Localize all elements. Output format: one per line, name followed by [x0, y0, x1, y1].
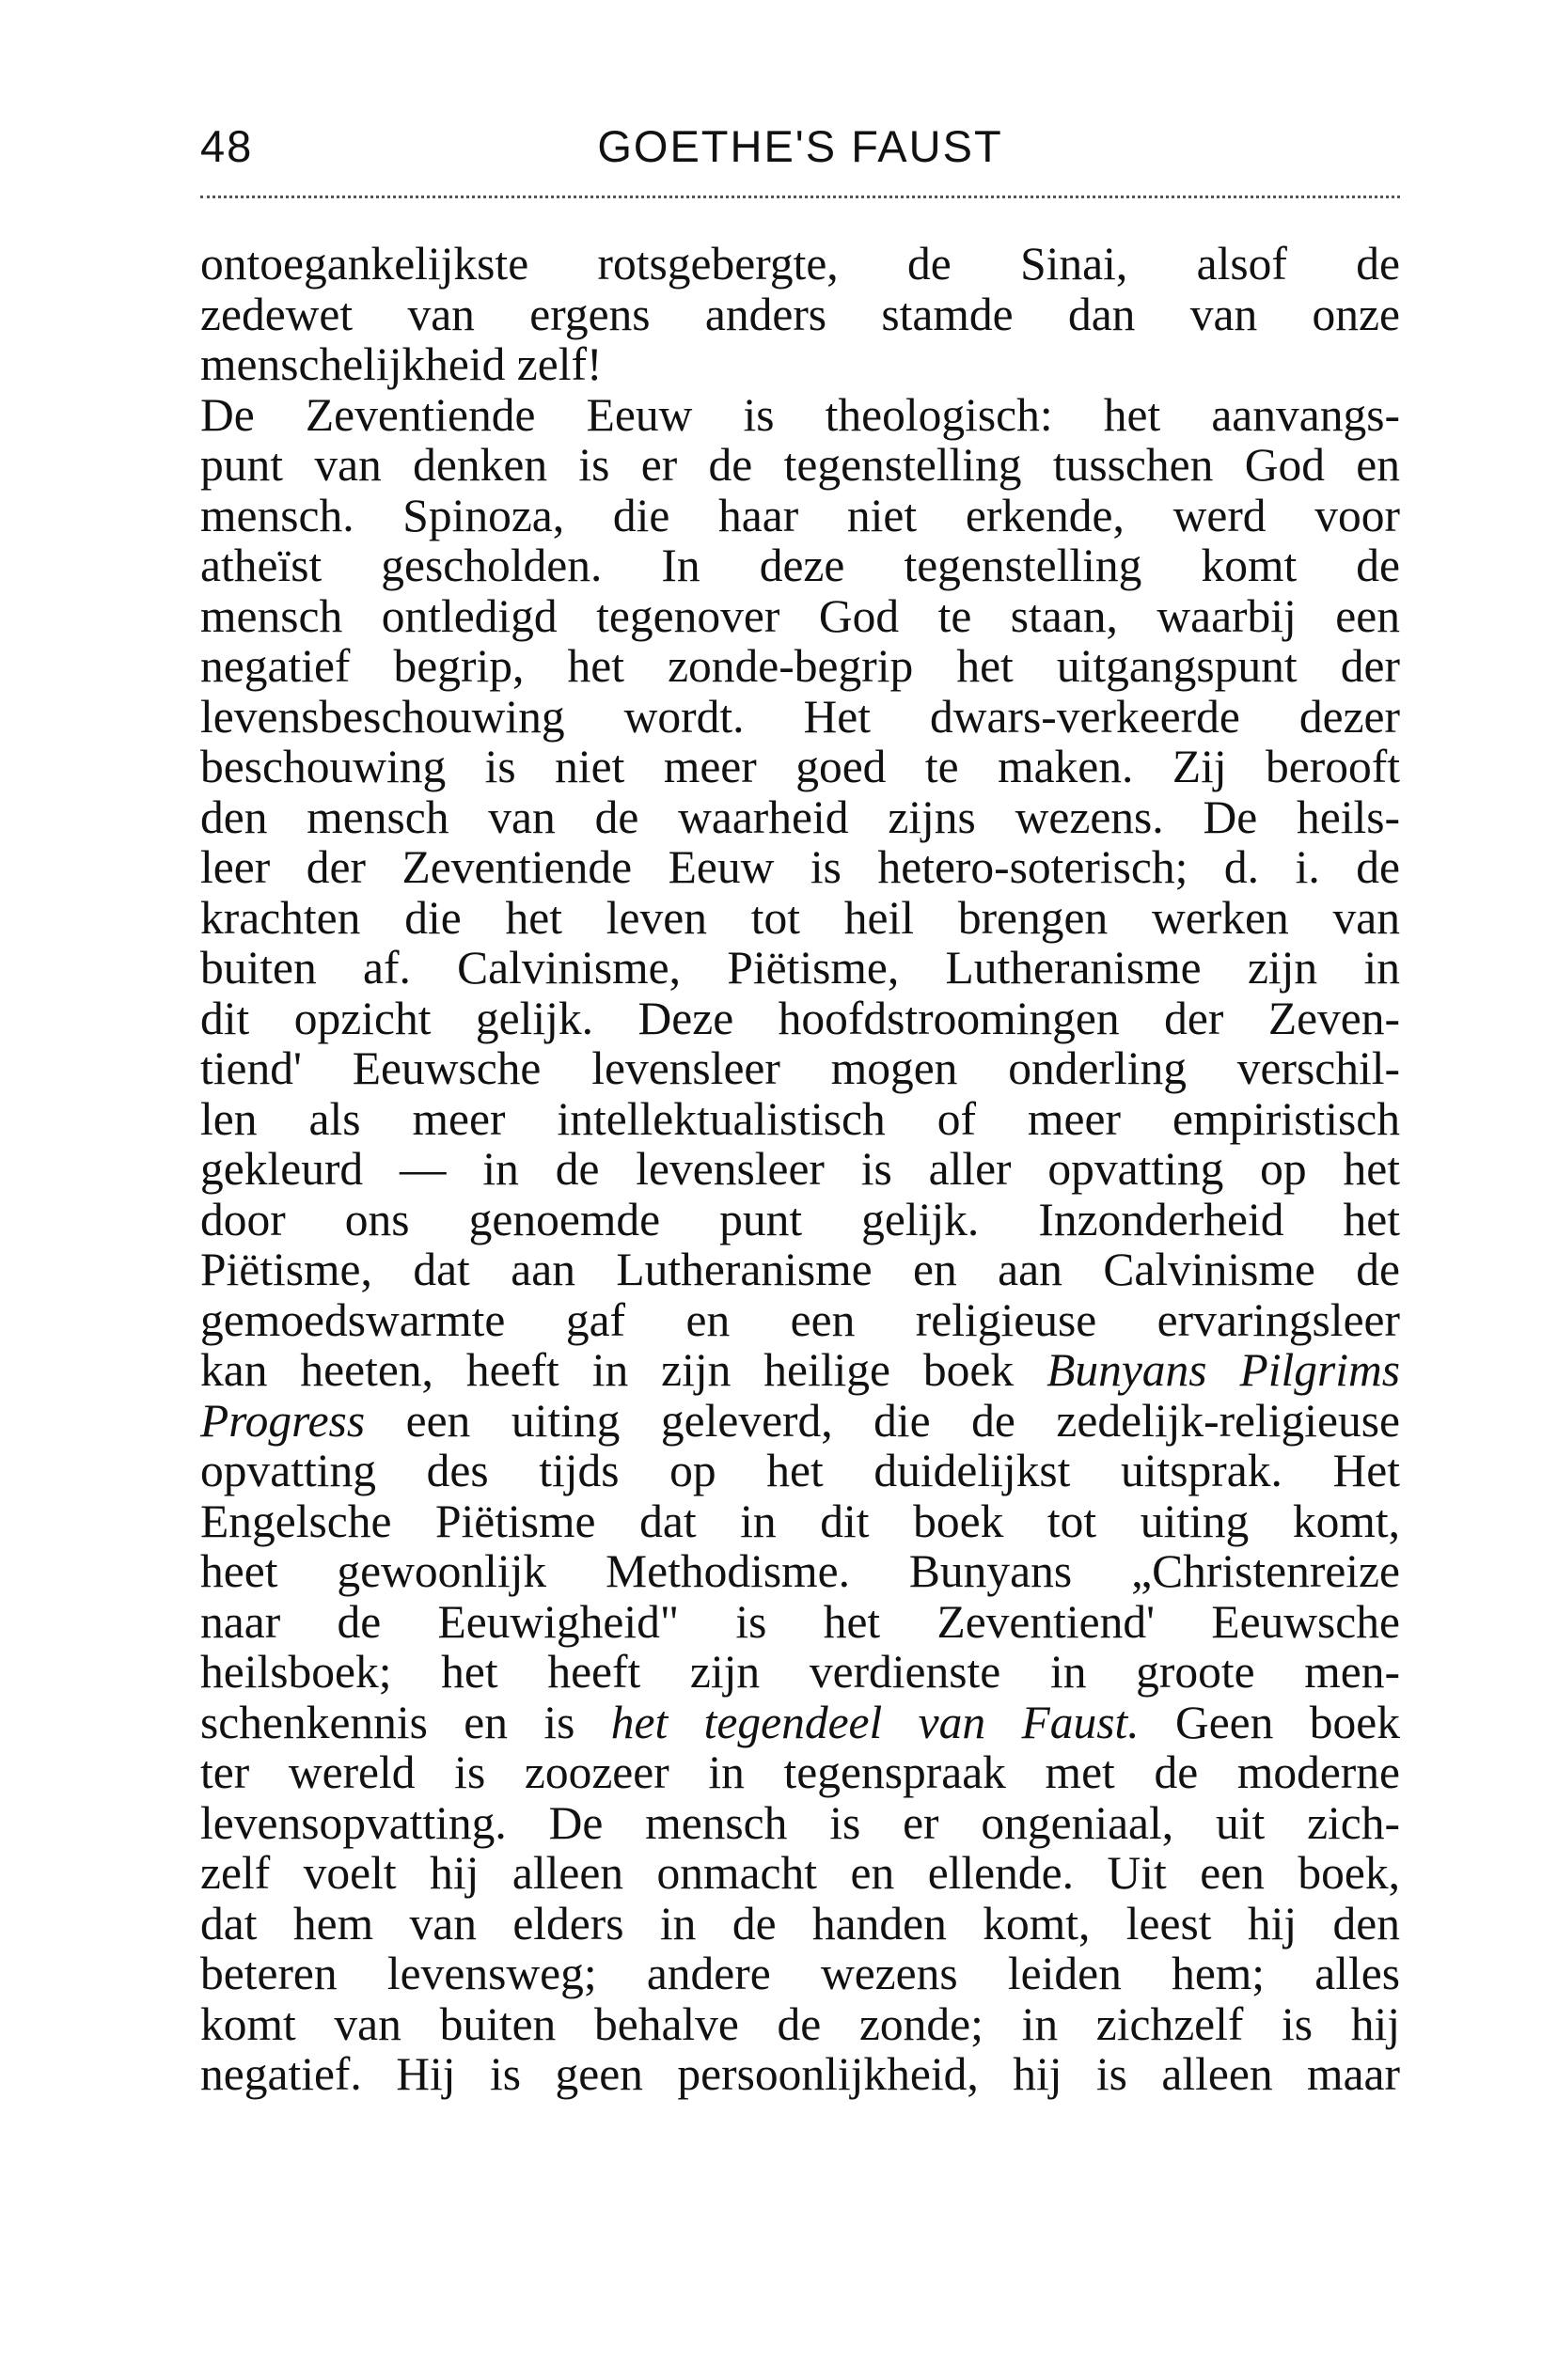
- text-segment: buiten af. Calvinisme, Piëtisme, Lutheranisme zijn in: [200, 942, 1400, 994]
- text-line: [200, 390, 1400, 441]
- italic-title-segment: Progress: [200, 1394, 366, 1447]
- text-segment: levensbeschouwing wordt. Het dwars-verkeerde dezer: [200, 690, 1400, 743]
- text-line: [200, 842, 1400, 893]
- text-line: [200, 1094, 1400, 1145]
- text-segment: komt van buiten behalve de zonde; in zichzelf is hij: [200, 1997, 1400, 2050]
- text-line: [200, 1245, 1400, 1295]
- text-line: [200, 1043, 1400, 1094]
- text-line: [200, 1949, 1400, 1999]
- page-number: 48: [200, 121, 254, 171]
- text-line: [200, 2049, 1400, 2100]
- text-segment: dit opzicht gelijk. Deze hoofdstroomingen der Zeven-: [200, 992, 1400, 1044]
- text-segment: mensch. Spinoza, die haar niet erkende, werd voor: [200, 489, 1400, 541]
- text-line: [200, 893, 1400, 944]
- text-line: [200, 1295, 1400, 1346]
- text-segment: heet gewoonlijk Methodisme. Bunyans „Christenreize: [200, 1545, 1400, 1597]
- header-dotted-rule: [200, 196, 1400, 198]
- text-line: [200, 339, 1400, 390]
- text-line: [200, 440, 1400, 491]
- text-segment: beschouwing is niet meer goed te maken. Zij berooft: [200, 741, 1400, 792]
- text-segment: negatief. Hij is geen persoonlijkheid, hij is alleen maar: [200, 2048, 1400, 2100]
- text-segment: gekleurd — in de levensleer is aller opvatting op het: [200, 1143, 1400, 1195]
- text-line: [200, 742, 1400, 792]
- text-segment: Geen boek: [1139, 1696, 1400, 1748]
- text-line: [200, 1546, 1400, 1597]
- text-line: [200, 290, 1400, 340]
- text-segment: menschelijkheid zelf!: [200, 338, 603, 390]
- text-line: [200, 1144, 1400, 1195]
- text-line: [200, 1396, 1400, 1447]
- text-line: [200, 1848, 1400, 1899]
- text-segment: gemoedswarmte gaf en een religieuse ervaringsleer: [200, 1293, 1400, 1346]
- text-line: [200, 1446, 1400, 1496]
- italic-title-segment: Bunyans Pilgrims: [1046, 1344, 1400, 1396]
- text-line: [200, 641, 1400, 692]
- text-segment: naar de Eeuwigheid" is het Zeventiend' Eeuwsche: [200, 1595, 1400, 1648]
- text-segment: krachten die het leven tot heil brengen werken van: [200, 891, 1400, 944]
- text-line: [200, 1496, 1400, 1547]
- body-text: [200, 239, 1400, 2100]
- text-segment: De Zeventiende Eeuw is theologisch: het aanvangs-: [200, 388, 1400, 441]
- text-line: [200, 1698, 1400, 1748]
- text-segment: Engelsche Piëtisme dat in dit boek tot uiting komt,: [200, 1495, 1400, 1547]
- text-line: [200, 1798, 1400, 1849]
- text-segment: beteren levensweg; andere wezens leiden hem; alles: [200, 1948, 1400, 1999]
- text-segment: levensopvatting. De mensch is er ongeniaal, uit zich-: [200, 1796, 1400, 1849]
- running-title: GOETHE'S FAUST: [597, 121, 1003, 171]
- text-segment: een uiting geleverd, die de zedelijk-religieuse: [365, 1394, 1400, 1447]
- text-line: [200, 591, 1400, 642]
- text-segment: opvatting des tijds op het duidelijkst uitsprak. Het: [200, 1445, 1400, 1496]
- text-segment: dat hem van elders in de handen komt, leest hij den: [200, 1897, 1400, 1949]
- text-segment: kan heeten, heeft in zijn heilige boek: [200, 1344, 1047, 1396]
- text-line: [200, 1597, 1400, 1648]
- italic-title-segment: het tegendeel van Faust.: [610, 1696, 1140, 1748]
- text-segment: zelf voelt hij alleen onmacht en ellende. Uit een boek,: [200, 1847, 1400, 1899]
- text-line: [200, 1345, 1400, 1396]
- text-segment: heilsboek; het heeft zijn verdienste in groote men-: [200, 1646, 1400, 1698]
- text-line: [200, 239, 1400, 290]
- text-line: [200, 943, 1400, 994]
- text-line: [200, 1747, 1400, 1798]
- text-segment: schenkennis en is: [200, 1696, 611, 1748]
- text-line: [200, 540, 1400, 591]
- text-line: [200, 1899, 1400, 1949]
- running-head: [200, 120, 1400, 186]
- text-line: [200, 792, 1400, 843]
- text-segment: door ons genoemde punt gelijk. Inzonderheid het: [200, 1193, 1400, 1245]
- text-line: [200, 491, 1400, 541]
- text-line: [200, 692, 1400, 743]
- text-segment: atheïst gescholden. In deze tegenstelling komt de: [200, 540, 1400, 591]
- text-line: [200, 994, 1400, 1044]
- text-line: [200, 1647, 1400, 1698]
- text-segment: den mensch van de waarheid zijns wezens. De heils-: [200, 791, 1400, 843]
- text-segment: negatief begrip, het zonde-begrip het uitgangspunt der: [200, 640, 1400, 692]
- text-line: [200, 1195, 1400, 1245]
- text-line: [200, 1999, 1400, 2050]
- text-segment: len als meer intellektualistisch of meer empiristisch: [200, 1092, 1400, 1145]
- text-segment: punt van denken is er de tegenstelling tusschen God en: [200, 439, 1400, 491]
- text-segment: ontoegankelijkste rotsgebergte, de Sinai, alsof de: [200, 238, 1400, 290]
- text-segment: mensch ontledigd tegenover God te staan, waarbij een: [200, 589, 1400, 642]
- text-segment: tiend' Eeuwsche levensleer mogen onderling verschil-: [200, 1042, 1400, 1094]
- text-segment: ter wereld is zoozeer in tegenspraak met de moderne: [200, 1746, 1400, 1798]
- text-segment: Piëtisme, dat aan Lutheranisme en aan Calvinisme de: [200, 1244, 1400, 1295]
- text-segment: zedewet van ergens anders stamde dan van onze: [200, 288, 1400, 340]
- text-segment: leer der Zeventiende Eeuw is hetero-soterisch; d. i. de: [200, 841, 1400, 893]
